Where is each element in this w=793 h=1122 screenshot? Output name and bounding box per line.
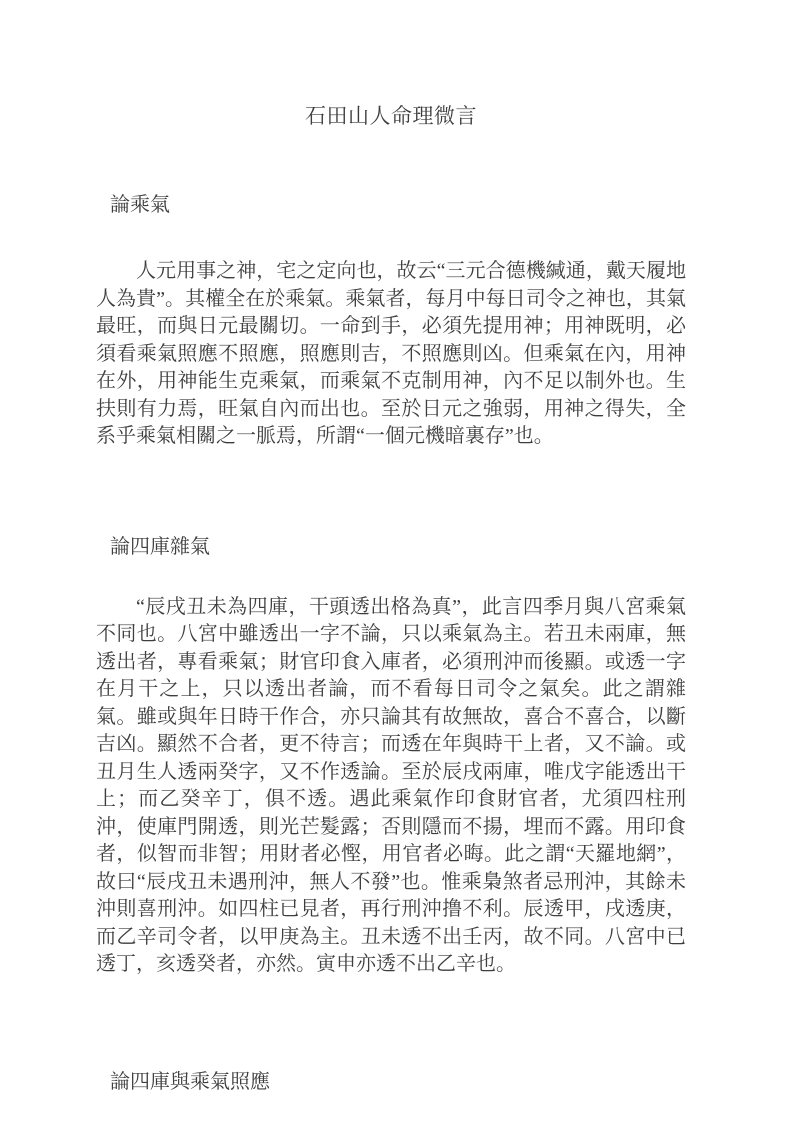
paragraph-siku-zaqi-body: “辰戌丑未為四庫，干頭透出格為真”，此言四季月與八宮乘氣不同也。八宮中雖透出一字不論，只以乘氣為主。若丑未兩庫，無透出者，專看乘氣；財官印食入庫者，必須刑沖而後顯。或透一字在月干之上，只以透出者論，而不看每日司令之氣矣。此之謂雜氣。雖或與年日時干作合，亦只論其有故無故，喜合不喜合，以斷吉凶。顯然不合者，更不待言；而透在年與時干上者，又不論。或丑月生人透兩癸字，又不作透論。至於辰戌兩庫，唯戊字能透出干上；而乙癸辛丁，俱不透。遇此乘氣作印食財官者，尤須四柱刑沖，使庫門開透，則光芒髮露；否則隱而不揚，埋而不露。用印食者，似智而非智；用財者必慳，用官者必晦。此之謂“天羅地網”，故曰“辰戌丑未遇刑沖，無人不發”也。惟乘梟煞者忌刑沖，其餘未沖則喜刑沖。如四柱已見者，再行刑沖撸不利。辰透甲，戌透庚，而乙辛司令者，以甲庚為主。丑未透不出壬丙，故不同。八宮中已透丁，亥透癸者，亦然。寅申亦透不出乙辛也。 <box>96 595 686 975</box>
document-title: 石田山人命理微言 <box>305 104 477 128</box>
section-lun-siku-chengqi-zhaoying <box>96 1069 686 1096</box>
paragraph-chengqi-body: 人元用事之神，宅之定向也，故云“三元合德機緘通，戴天履地人為貴”。其權全在於乘氣。乘氣者，每月中每日司令之神也，其氣最旺，而與日元最關切。一命到手，必須先提用神；用神既明，必須看乘氣照應不照應，照應則吉，不照應則凶。但乘氣在內，用神在外，用神能生克乘氣，而乘氣不克制用神，內不足以制外也。生扶則有力焉，旺氣自內而出也。至於日元之強弱，用神之得失，全系乎乘氣相關之一脈焉，所謂“一個元機暗裏存”也。 <box>96 260 686 447</box>
section-heading-lun-siku-zaqi: 論四庫雜氣 <box>110 535 210 558</box>
section-lun-siku-zaqi <box>96 534 686 979</box>
section-heading-lun-chengqi: 論乘氣 <box>110 194 170 216</box>
section-lun-chengqi <box>96 192 686 451</box>
section-heading-lun-siku-chengqi-zhaoying: 論四庫與乘氣照應 <box>110 1070 270 1093</box>
